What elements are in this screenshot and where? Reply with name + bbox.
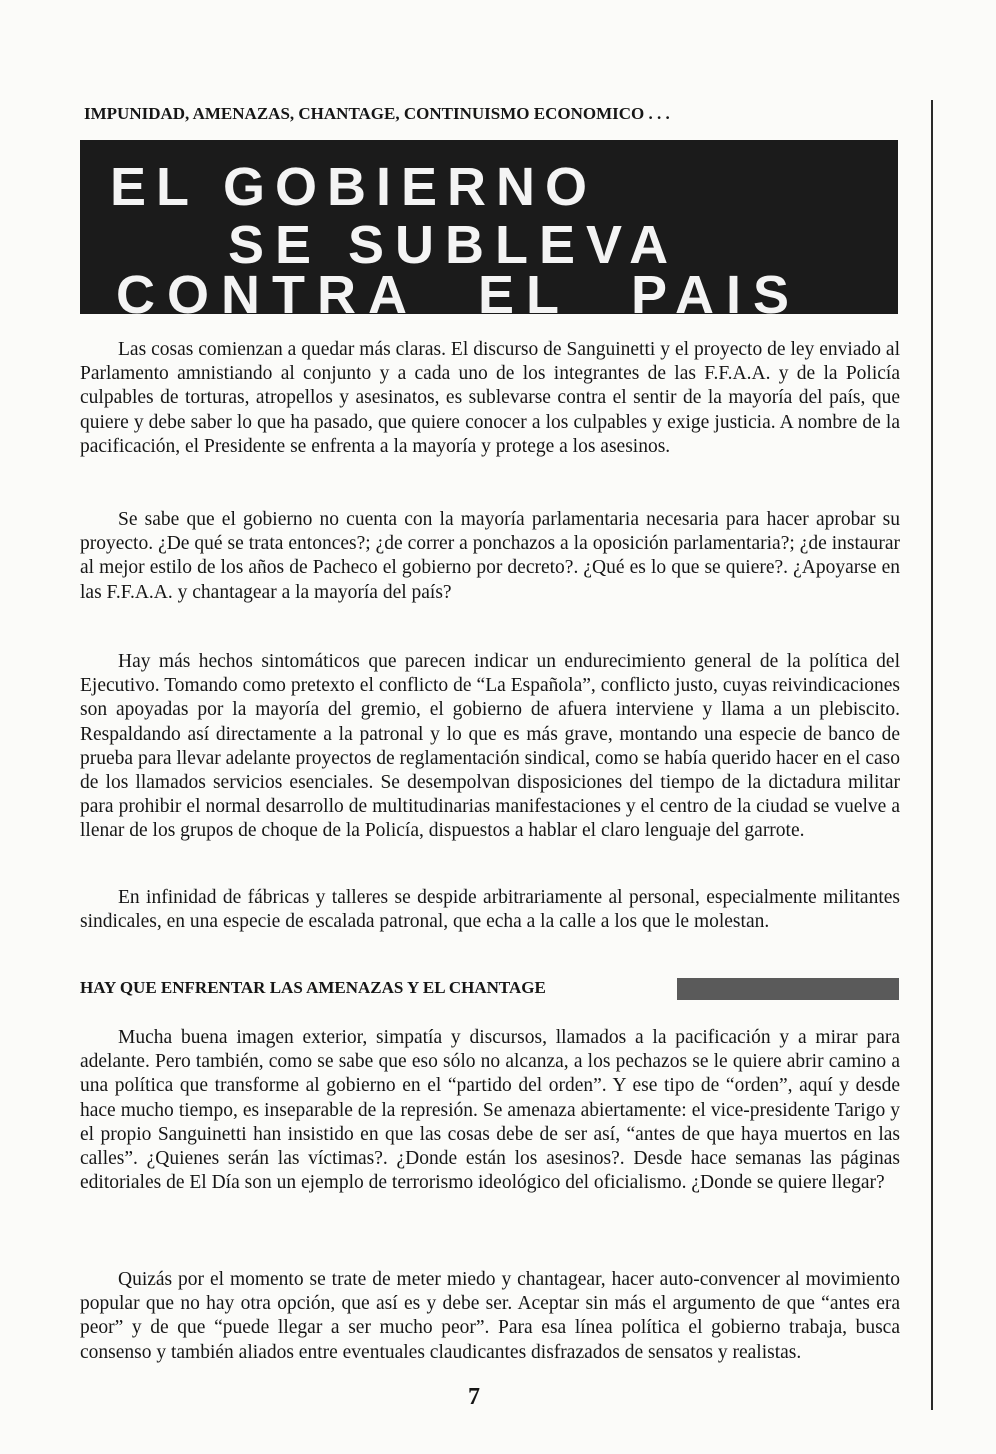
subheading-text: HAY QUE ENFRENTAR LAS AMENAZAS Y EL CHANTAGE bbox=[80, 978, 546, 997]
headline-banner bbox=[80, 140, 898, 325]
subheading-bar bbox=[677, 978, 899, 1000]
section-subheading bbox=[80, 978, 900, 1002]
paragraph-2: Se sabe que el gobierno no cuenta con la mayoría parlamentaria necesaria para hacer aprobar su proyecto. ¿De qué se trata entonces?; ¿de correr a ponchazos a la oposición parlamentaria?; ¿de instaurar al mejor estilo de los años de Pacheco el gobierno por decreto?. ¿Qué es lo que se quiere?. ¿Apoyarse en las F.F.A.A. y chantagear a la mayoría del país? bbox=[80, 509, 900, 603]
paragraph-1: Las cosas comienzan a quedar más claras. El discurso de Sanguinetti y el proyecto de ley enviado al Parlamento amnistiando al conjunto y a cada uno de los integrantes de las F.F.A.A. y de la Policía culpables de torturas, atropellos y asesinatos, es sublevarse contra el sentir de la mayoría del país, que quiere y debe saber lo que ha pasado, que quiere conocer a los culpables y exige justicia. A nombre de la pacificación, el Presidente se enfrenta a la mayoría y protege a los asesinos. bbox=[80, 339, 900, 457]
kicker-line: IMPUNIDAD, AMENAZAS, CHANTAGE, CONTINUISMO ECONOMICO . . . bbox=[84, 104, 670, 123]
paragraph-6: Quizás por el momento se trate de meter miedo y chantagear, hacer auto-convencer al movimiento popular que no hay otra opción, que así es y debe ser. Aceptar sin más el argumento de que “antes era peor” y de que “puede llegar a ser mucho peor”. Para esa línea política el gobierno trabaja, busca consenso y también aliados entre eventuales claudicantes disfrazados de sensatos y realistas. bbox=[80, 1269, 900, 1363]
headline-line-1: EL GOBIERNO bbox=[110, 157, 598, 217]
paragraph-3: Hay más hechos sintomáticos que parecen indicar un endurecimiento general de la política del Ejecutivo. Tomando como pretexto el conflicto de “La Española”, conflicto justo, cuyas reivindicaciones son apoyadas por la mayoría del gremio, el gobierno de afuera interviene y llama a un plebiscito. Respaldando así directamente a la patronal y lo que es más grave, montando una especie de banco de prueba para llevar adelante proyectos de reglamentación sindical, como se había querido hacer en el caso de los llamados servicios esenciales. Se desempolvan disposiciones del tiempo de la dictadura militar para prohibir el normal desarrollo de multitudinarias manifestaciones y el centro de la ciudad se vuelve a llenar de los grupos de choque de la Policía, dispuestos a hablar el claro lenguaje del garrote. bbox=[80, 651, 900, 842]
headline-line-2: SE SUBLEVA bbox=[228, 215, 680, 275]
paragraph-5: Mucha buena imagen exterior, simpatía y discursos, llamados a la pacificación y a mirar para adelante. Pero también, como se sabe que eso sólo no alcanza, a los pechazos se le quiere abrir camino a una política que transforme al gobierno en el “partido del orden”. Y ese tipo de “orden”, aquí y desde hace mucho tiempo, es inseparable de la represión. Se amenaza abiertamente: el vice-presidente Tarigo y el propio Sanguinetti han insistido en que las cosas debe de ser así, “antes de que haya muertos en las calles”. ¿Quienes serán las víctimas?. ¿Donde están los asesinos?. Desde hace semanas las páginas editoriales de El Día son un ejemplo de terrorismo ideológico del oficialismo. ¿Donde se quiere llegar? bbox=[80, 1027, 900, 1194]
headline-line-3: CONTRA EL PAIS bbox=[116, 265, 802, 325]
vertical-rule bbox=[931, 100, 933, 1410]
paragraph-4: En infinidad de fábricas y talleres se despide arbitrariamente al personal, especialmente militantes sindicales, en una especie de escalada patronal, que echa a la calle a los que le molestan. bbox=[80, 887, 900, 933]
page-number: 7 bbox=[468, 1384, 480, 1410]
